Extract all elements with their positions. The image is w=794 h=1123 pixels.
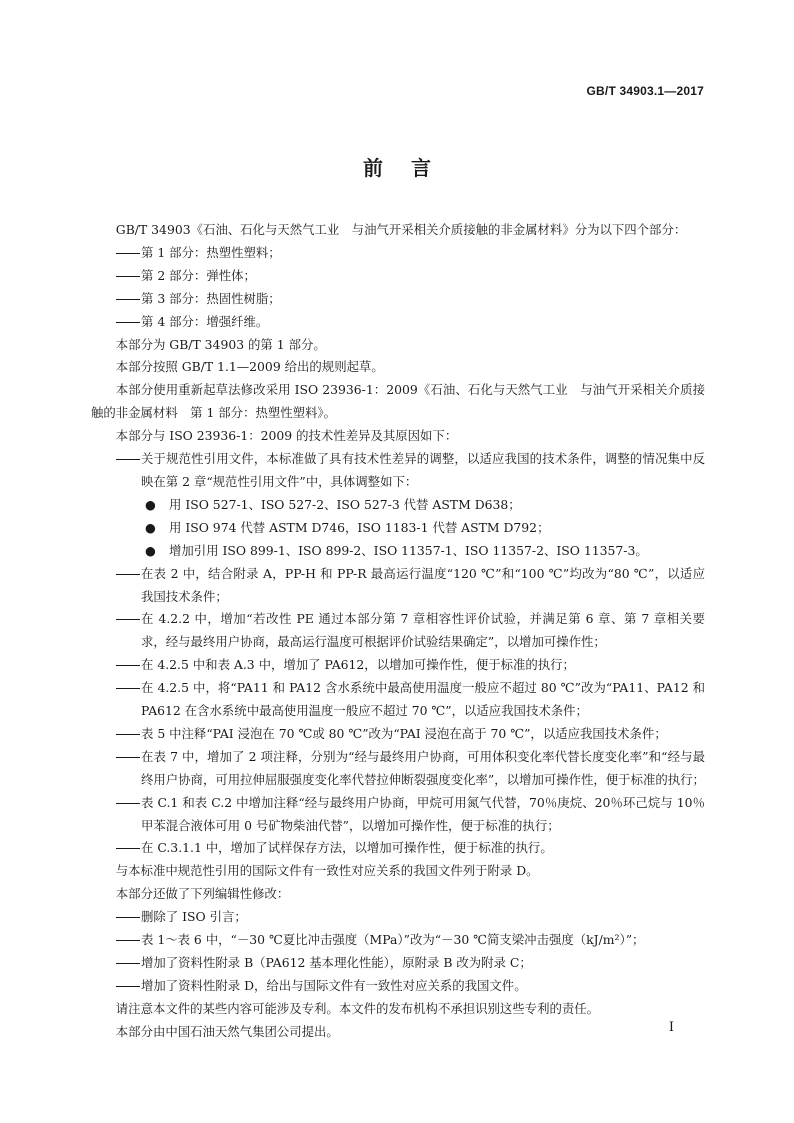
- bullet-text: 用 ISO 527-1、ISO 527-2、ISO 527-3 代替 ASTM D638；: [169, 496, 521, 512]
- bullet-text: 增加引用 ISO 899-1、ISO 899-2、ISO 11357-1、ISO 11357-2、ISO 11357-3。: [169, 542, 648, 558]
- dash-marker: [115, 723, 141, 746]
- list-item-text: 在 4.2.5 中，将“PA11 和 PA12 含水系统中最高使用温度一般应不超过 80 ℃”改为“PA11、PA12 和 PA612 在含水系统中最高使用温度一般应不超过 70 ℃”，以适应我国技术条件；: [141, 680, 705, 719]
- list-item: [115, 677, 705, 723]
- list-item-text: 在表 2 中，结合附录 A，PP-H 和 PP-R 最高运行温度“120 ℃”和“100 ℃”均改为“80 ℃”，以适应我国技术条件；: [141, 565, 705, 604]
- dash-marker: [115, 265, 141, 288]
- list-item-text: 删除了 ISO 引言；: [141, 909, 247, 925]
- paragraph: 本部分与 ISO 23936-1：2009 的技术性差异及其原因如下：: [115, 428, 458, 444]
- list-item: [115, 906, 705, 929]
- document-body: [91, 219, 705, 1044]
- bullet-dot-icon: ●: [145, 519, 156, 535]
- dash-marker: [115, 837, 141, 860]
- list-item-text: 在 4.2.2 中，增加“若改性 PE 通过本部分第 7 章相容性评价试验，并满足第 6 章、第 7 章相关要求，经与最终用户协商，最高运行温度可根据评价试验结果确定”，以增加可操作性；: [141, 611, 705, 650]
- paragraph: 本部分由中国石油天然气集团公司提出。: [115, 1023, 339, 1039]
- list-item: [115, 242, 705, 265]
- list-item: [115, 311, 705, 334]
- bullet-dot-icon: ●: [145, 542, 156, 558]
- list-item-text: 增加了资料性附录 D，给出与国际文件有一致性对应关系的我国文件。: [141, 977, 527, 993]
- page-number: I: [668, 1020, 674, 1035]
- dash-marker: [115, 746, 141, 769]
- dash-marker: [115, 448, 141, 471]
- bullet-item: [141, 494, 705, 517]
- paragraph: 与本标准中规范性引用的国际文件有一致性对应关系的我国文件列于附录 D。: [115, 863, 539, 879]
- dash-marker: [115, 952, 141, 975]
- list-item-text: 在 C.3.1.1 中，增加了试样保存方法，以增加可操作性，便于标准的执行。: [141, 840, 553, 856]
- bullet-item: [141, 540, 705, 563]
- dash-marker: [115, 654, 141, 677]
- list-item-text: 关于规范性引用文件，本标准做了具有技术性差异的调整，以适应我国的技术条件，调整的情况集中反映在第 2 章“规范性引用文件”中，具体调整如下：: [141, 451, 705, 489]
- list-item: [115, 654, 705, 677]
- dash-marker: [115, 608, 141, 631]
- dash-marker: [115, 906, 141, 929]
- list-item: [115, 746, 705, 792]
- paragraph: 本部分使用重新起草法修改采用 ISO 23936-1：2009《石油、石化与天然气工业 与油气开采相关介质接触的非金属材料 第 1 部分：热塑性塑料》。: [91, 382, 705, 421]
- standard-number: GB/T 34903.1—2017: [586, 84, 704, 98]
- list-item-text: 增加了资料性附录 B（PA612 基本理化性能），原附录 B 改为附录 C；: [141, 955, 532, 970]
- list-item-text: 第 1 部分：热塑性塑料；: [141, 244, 281, 260]
- dash-marker: [115, 563, 141, 586]
- list-item: [115, 837, 705, 860]
- paragraph: 请注意本文件的某些内容可能涉及专利。本文件的发布机构不承担识别这些专利的责任。: [115, 1000, 600, 1016]
- bullet-text: 用 ISO 974 代替 ASTM D746，ISO 1183-1 代替 ASTM D792；: [169, 519, 550, 535]
- dash-marker: [115, 242, 141, 265]
- list-item-text: 表 1～表 6 中，“－30 ℃夏比冲击强度（MPa）”改为“－30 ℃简支梁冲击强度（kJ/m²）”；: [141, 932, 645, 948]
- list-item: [115, 723, 705, 746]
- list-item: [115, 952, 705, 975]
- paragraph: 本部分还做了下列编辑性修改：: [115, 886, 290, 902]
- list-item: [115, 563, 705, 609]
- list-item: [115, 975, 705, 998]
- dash-marker: [115, 311, 141, 334]
- dash-marker: [115, 792, 141, 815]
- dash-marker: [115, 677, 141, 700]
- list-item: [115, 792, 705, 838]
- bullet-item: [141, 517, 705, 540]
- dash-marker: [115, 929, 141, 952]
- bullet-dot-icon: ●: [145, 496, 156, 512]
- paragraph: 本部分按照 GB/T 1.1—2009 给出的规则起草。: [115, 359, 384, 375]
- list-item: [115, 265, 705, 288]
- list-item-text: 在 4.2.5 中和表 A.3 中，增加了 PA612，以增加可操作性，便于标准的执行；: [141, 657, 575, 673]
- list-item-text: 第 3 部分：热固性树脂；: [141, 290, 281, 306]
- list-item: [115, 929, 705, 952]
- paragraph: 本部分为 GB/T 34903 的第 1 部分。: [115, 336, 326, 352]
- list-item: [115, 608, 705, 654]
- list-item: [115, 288, 705, 311]
- paragraph: GB/T 34903《石油、石化与天然气工业 与油气开采相关介质接触的非金属材料》分为以下四个部分：: [115, 222, 687, 237]
- list-item-text: 第 4 部分：增强纤维。: [141, 313, 269, 329]
- page-title: 前言: [363, 156, 459, 180]
- dash-marker: [115, 975, 141, 998]
- dash-marker: [115, 288, 141, 311]
- list-item-text: 表 5 中注释“PAI 浸泡在 70 ℃或 80 ℃”改为“PAI 浸泡在高于 70 ℃”，以适应我国技术条件；: [141, 725, 667, 741]
- list-item: [115, 448, 705, 494]
- list-item-text: 在表 7 中，增加了 2 项注释，分别为“经与最终用户协商，可用体积变化率代替长度变化率”和“经与最终用户协商，可用拉伸屈服强度变化率代替拉伸断裂强度变化率”，以增加可操作性，便于标准的执行；: [141, 748, 705, 787]
- list-item-text: 第 2 部分：弹性体；: [141, 267, 256, 283]
- list-item-text: 表 C.1 和表 C.2 中增加注释“经与最终用户协商，甲烷可用氮气代替，70％庚烷、20％环己烷与 10％甲苯混合液体可用 0 号矿物柴油代替”，以增加可操作性，便于标准的执行；: [141, 794, 705, 833]
